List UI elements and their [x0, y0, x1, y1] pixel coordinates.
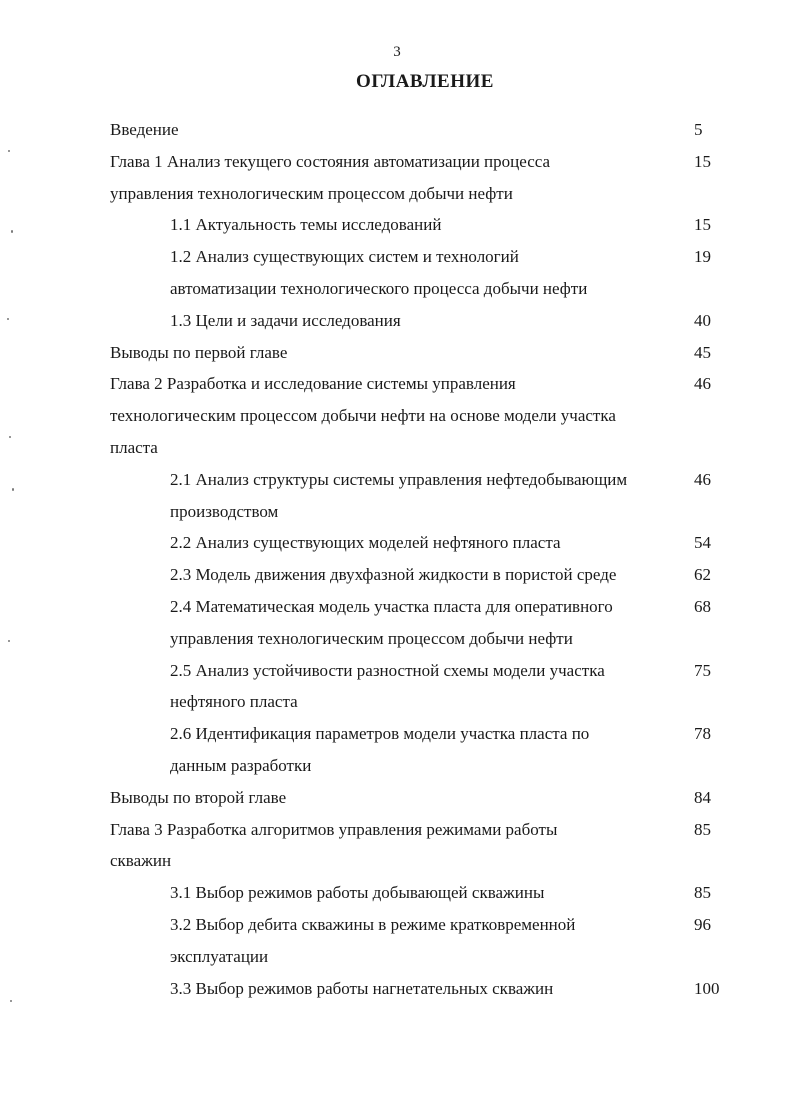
toc-entry-page: 46 [694, 469, 711, 489]
toc-entry-title [110, 591, 680, 655]
toc-entry-page: 15 [694, 215, 711, 235]
scan-speck [8, 640, 10, 642]
toc-entry-line: Выводы по первой главе [110, 342, 288, 362]
scan-speck [7, 318, 9, 320]
toc-entry-line: 2.2 Анализ существующих моделей нефтяного пласта [170, 533, 561, 553]
scan-speck [12, 488, 14, 491]
toc-entry [110, 241, 730, 305]
toc-entry-title [110, 909, 680, 973]
toc-entry-page: 85 [694, 819, 711, 839]
toc-entry-line: 2.4 Математическая модель участка пласта для оперативного [170, 596, 613, 616]
toc-entry-page: 78 [694, 724, 711, 744]
toc-entry-line: эксплуатации [170, 946, 269, 966]
page-number: 3 [393, 44, 401, 60]
toc-entry [110, 877, 730, 909]
toc-entry-line: 3.1 Выбор режимов работы добывающей скважины [170, 883, 545, 903]
scan-speck [10, 1000, 12, 1002]
toc-entry-line: 1.1 Актуальность темы исследований [170, 215, 442, 235]
toc-entry [110, 718, 730, 782]
toc-entry-page: 45 [694, 342, 711, 362]
toc-entry-line: 2.1 Анализ структуры системы управления нефтедобывающим [170, 469, 628, 489]
toc-entry-line: Глава 2 Разработка и исследование системы управления [110, 374, 516, 394]
toc-entry-title [110, 368, 680, 463]
toc-entry [110, 559, 730, 591]
toc-entry-line: 1.3 Цели и задачи исследования [170, 310, 401, 330]
toc-entry-line: управления технологическим процессом добычи нефти [110, 183, 513, 203]
toc-entry-title [110, 241, 680, 305]
toc-entry [110, 782, 730, 814]
toc-entry-title [110, 782, 680, 814]
toc-entry-page: 40 [694, 310, 711, 330]
toc-entry-line: Выводы по второй главе [110, 787, 287, 807]
toc-entry-page: 75 [694, 660, 711, 680]
toc-entry-page: 96 [694, 914, 711, 934]
toc-entry-line: производством [170, 501, 279, 521]
toc-entry-title [110, 655, 680, 719]
toc-entry-title [110, 464, 680, 528]
toc-entry [110, 114, 730, 146]
toc-entry [110, 591, 730, 655]
toc-entry [110, 973, 730, 1005]
toc-entry-line: нефтяного пласта [170, 692, 298, 712]
toc-entry-page: 19 [694, 247, 711, 267]
toc-heading: ОГЛАВЛЕНИЕ [356, 71, 494, 92]
toc-entry-line: 3.3 Выбор режимов работы нагнетательных скважин [170, 978, 554, 998]
toc-entry [110, 209, 730, 241]
toc-entry-title [110, 114, 680, 146]
toc-entry-line: 2.6 Идентификация параметров модели участка пласта по [170, 724, 590, 744]
toc-entry-page: 5 [694, 120, 703, 139]
toc-entry-page: 15 [694, 151, 711, 171]
toc-entry-page: 85 [694, 883, 711, 903]
toc-entry-line: 2.3 Модель движения двухфазной жидкости в пористой среде [170, 565, 617, 585]
toc-entry-title [110, 973, 680, 1005]
toc-entry-title [110, 527, 680, 559]
toc-entry-page: 68 [694, 596, 711, 616]
toc-entry-line: Глава 3 Разработка алгоритмов управления режимами работы [110, 819, 558, 839]
toc-entry-line: управления технологическим процессом добычи нефти [170, 628, 573, 648]
toc-entry-line: технологическим процессом добычи нефти на основе модели участка [110, 406, 616, 426]
toc-entry-page: 62 [694, 565, 711, 585]
toc-entry [110, 655, 730, 719]
toc-entry-line: 3.2 Выбор дебита скважины в режиме кратковременной [170, 914, 576, 934]
toc-entry [110, 146, 730, 210]
table-of-contents [110, 114, 730, 1004]
scan-speck [9, 436, 11, 438]
toc-entry-page: 100 [694, 978, 720, 998]
toc-entry-title [110, 337, 680, 369]
toc-entry [110, 527, 730, 559]
toc-entry-line: автоматизации технологического процесса добычи нефти [170, 278, 588, 298]
scan-speck [8, 150, 10, 152]
toc-entry-line: Введение [110, 120, 179, 139]
toc-entry-title [110, 559, 680, 591]
toc-entry [110, 337, 730, 369]
toc-entry-line: 2.5 Анализ устойчивости разностной схемы модели участка [170, 660, 605, 680]
toc-entry [110, 305, 730, 337]
toc-entry [110, 368, 730, 463]
toc-entry-line: пласта [110, 437, 158, 457]
toc-entry-line: скважин [110, 851, 172, 871]
toc-entry-title [110, 146, 680, 210]
toc-entry [110, 464, 730, 528]
toc-entry-title [110, 209, 680, 241]
toc-entry-page: 46 [694, 374, 711, 394]
toc-entry-title [110, 877, 680, 909]
toc-entry-line: Глава 1 Анализ текущего состояния автоматизации процесса [110, 151, 551, 171]
toc-entry-title [110, 305, 680, 337]
scan-speck [11, 230, 13, 233]
toc-entry-title [110, 718, 680, 782]
toc-entry [110, 909, 730, 973]
toc-entry-line: данным разработки [170, 755, 312, 775]
toc-entry-page: 54 [694, 533, 711, 553]
toc-entry-page: 84 [694, 787, 711, 807]
toc-entry-title [110, 814, 680, 878]
toc-entry [110, 814, 730, 878]
toc-entry-line: 1.2 Анализ существующих систем и технологий [170, 247, 519, 267]
